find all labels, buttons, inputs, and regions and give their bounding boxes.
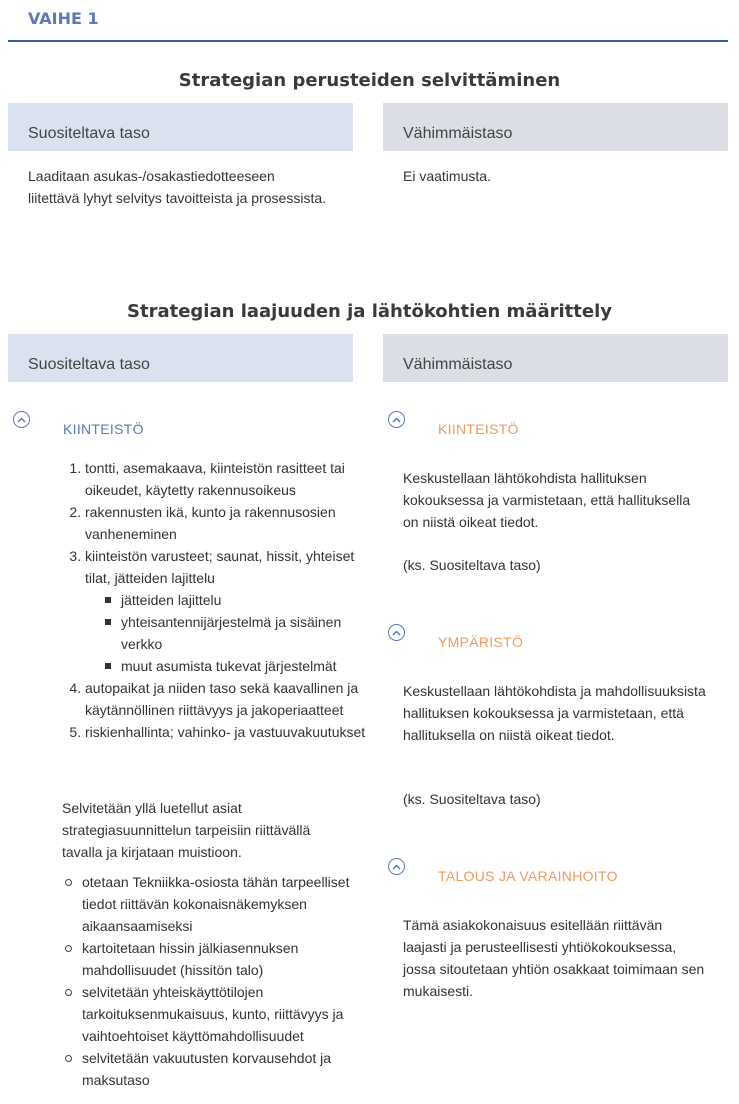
accordion-title-talous[interactable]: TALOUS JA VARAINHOITO bbox=[438, 868, 618, 884]
property-checklist bbox=[63, 457, 370, 743]
phase-divider bbox=[8, 40, 728, 42]
phase-label: VAIHE 1 bbox=[28, 9, 99, 28]
sub-list-item: yhteisantennijärjestelmä ja sisäinen verkko bbox=[105, 611, 370, 655]
list-item: selvitetään vakuutusten korvausehdot ja maksutaso bbox=[62, 1047, 352, 1091]
recommended-level-text: Laaditaan asukas-/osakastiedotteeseen liitettävä lyhyt selvitys tavoitteista ja prosessista. bbox=[28, 168, 327, 206]
accordion-text: Tämä asiakokonaisuus esitellään riittävän laajasti ja perusteellisesti yhtiökokouksessa, jossa sitoutetaan yhtiön osakkaat toimimaan sen mukaisesti. bbox=[403, 917, 705, 999]
recommended-level-header: Suositeltava taso bbox=[8, 334, 353, 382]
list-item: otetaan Tekniikka-osiosta tähän tarpeelliset tiedot riittävän kokonaisnäkemyksen aikaansaamiseksi bbox=[62, 871, 352, 937]
list-item: 4. autopaikat ja niiden taso sekä kaavallinen ja käytännöllinen riittävyys ja jakoperiaatteet bbox=[85, 677, 370, 721]
action-bullets bbox=[62, 871, 352, 1091]
sub-list-item: jätteiden lajittelu bbox=[105, 589, 370, 611]
chevron-up-circle-icon[interactable] bbox=[13, 411, 30, 428]
list-item: 5. riskienhallinta; vahinko- ja vastuuvakuutukset bbox=[85, 721, 370, 743]
sub-list bbox=[85, 589, 370, 677]
chevron-up-circle-icon[interactable] bbox=[388, 411, 405, 428]
list-item: kartoitetaan hissin jälkiasennuksen mahdollisuudet (hissitön talo) bbox=[62, 937, 352, 981]
accordion-note: (ks. Suositeltava taso) bbox=[403, 791, 541, 807]
minimum-level-text: Ei vaatimusta. bbox=[403, 168, 491, 184]
minimum-level-header: Vähimmäistaso bbox=[383, 334, 728, 382]
section-title-basics: Strategian perusteiden selvittäminen bbox=[178, 70, 561, 91]
accordion-title-ymparisto[interactable]: YMPÄRISTÖ bbox=[438, 634, 524, 650]
list-item-text: kiinteistön varusteet; saunat, hissit, yhteiset tilat, jätteiden lajittelu bbox=[85, 548, 355, 586]
accordion-note: (ks. Suositeltava taso) bbox=[403, 557, 541, 573]
accordion-title-kiinteisto[interactable]: KIINTEISTÖ bbox=[438, 421, 519, 437]
chevron-up-circle-icon[interactable] bbox=[388, 624, 405, 641]
list-item: 2. rakennusten ikä, kunto ja rakennusosien vanheneminen bbox=[85, 501, 370, 545]
chevron-up-circle-icon[interactable] bbox=[388, 858, 405, 875]
section-title-scope: Strategian laajuuden ja lähtökohtien määrittely bbox=[127, 301, 612, 322]
list-item bbox=[85, 545, 370, 677]
accordion-text: Keskustellaan lähtökohdista ja mahdollisuuksista hallituksen kokouksessa ja varmistetaan, että hallituksella on niistä oikeat tiedot. bbox=[403, 683, 706, 743]
sub-list-item: muut asumista tukevat järjestelmät bbox=[105, 655, 370, 677]
list-item: selvitetään yhteiskäyttötilojen tarkoituksenmukaisuus, kunto, riittävyys ja vaihtoehtoiset käyttömahdollisuudet bbox=[62, 981, 352, 1047]
accordion-title-kiinteisto[interactable]: KIINTEISTÖ bbox=[63, 421, 144, 437]
list-item: 1. tontti, asemakaava, kiinteistön rasitteet tai oikeudet, käytetty rakennusoikeus bbox=[85, 457, 370, 501]
recommended-paragraph: Selvitetään yllä luetellut asiat strategiasuunnittelun tarpeisiin riittävällä tavalla ja kirjataan muistioon. bbox=[62, 800, 311, 860]
minimum-level-header: Vähimmäistaso bbox=[383, 103, 728, 151]
accordion-text: Keskustellaan lähtökohdista hallituksen kokouksessa ja varmistetaan, että hallituksella on niistä oikeat tiedot. bbox=[403, 470, 691, 530]
recommended-level-header: Suositeltava taso bbox=[8, 103, 353, 151]
